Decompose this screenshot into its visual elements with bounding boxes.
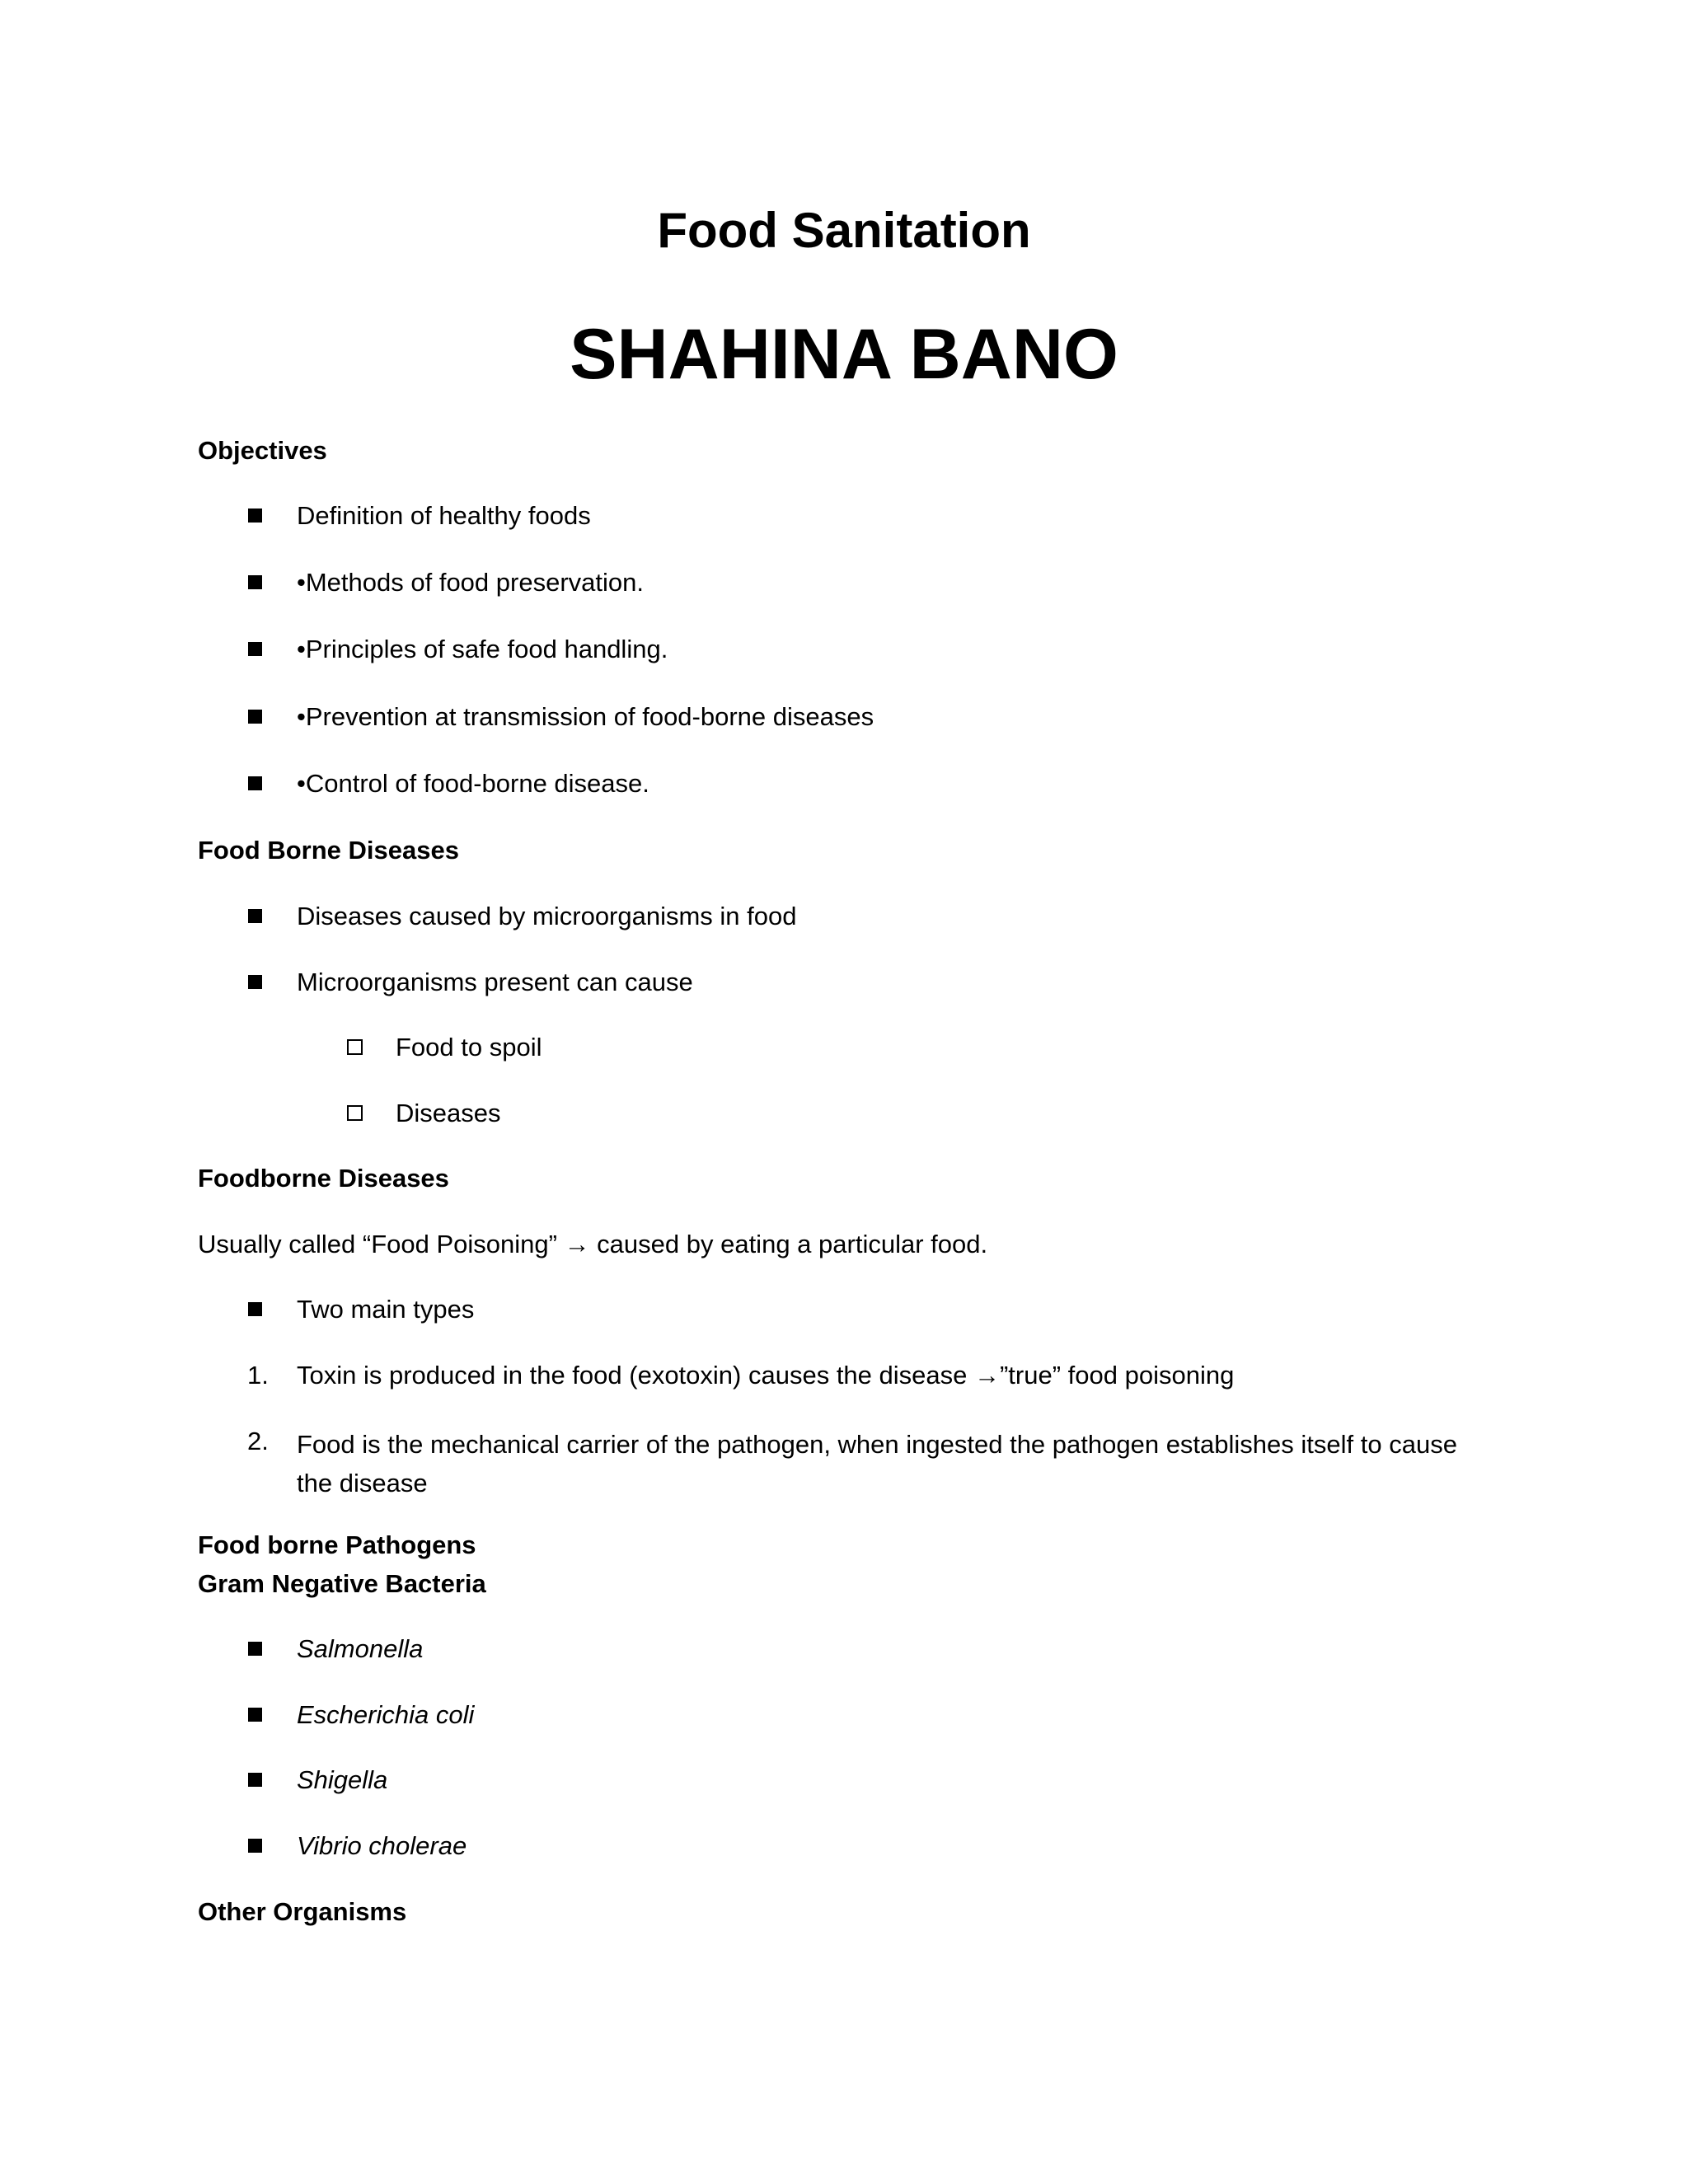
- disease-item: Microorganisms present can cause: [297, 968, 693, 996]
- food-poisoning-intro: Usually called “Food Poisoning” → caused by eating a particular food.: [198, 1230, 988, 1258]
- disease-sub-item: Diseases: [396, 1099, 501, 1127]
- types-bullet: Two main types: [297, 1295, 475, 1324]
- square-bullet-icon: [248, 575, 262, 589]
- list-number: 2.: [247, 1427, 269, 1455]
- numbered-item: Toxin is produced in the food (exotoxin) causes the disease →”true” food poisoning: [297, 1361, 1235, 1390]
- square-bullet-icon: [248, 975, 262, 989]
- foodborne-diseases-heading: Foodborne Diseases: [198, 1164, 449, 1193]
- other-organisms-heading: Other Organisms: [198, 1897, 407, 1926]
- pathogen-item: Salmonella: [297, 1634, 424, 1663]
- square-bullet-icon: [248, 509, 262, 523]
- square-bullet-icon: [248, 1642, 262, 1656]
- gram-negative-heading: Gram Negative Bacteria: [198, 1569, 486, 1598]
- square-bullet-icon: [248, 1773, 262, 1787]
- square-bullet-icon: [248, 1839, 262, 1853]
- pathogen-item: Shigella: [297, 1765, 388, 1794]
- document-title: Food Sanitation: [657, 203, 1031, 258]
- objective-item: •Prevention at transmission of food-borne diseases: [297, 702, 874, 731]
- pathogen-item: Escherichia coli: [297, 1700, 475, 1729]
- pathogens-heading: Food borne Pathogens: [198, 1530, 476, 1559]
- square-bullet-icon: [248, 1302, 262, 1316]
- objective-item: •Principles of safe food handling.: [297, 635, 668, 663]
- objective-item: •Control of food-borne disease.: [297, 769, 649, 798]
- square-bullet-icon: [248, 642, 262, 656]
- square-bullet-icon: [248, 710, 262, 724]
- objectives-heading: Objectives: [198, 436, 327, 465]
- objective-item: Definition of healthy foods: [297, 501, 591, 530]
- square-bullet-icon: [248, 776, 262, 790]
- disease-sub-item: Food to spoil: [396, 1033, 542, 1062]
- objective-item: •Methods of food preservation.: [297, 568, 644, 597]
- author-name: SHAHINA BANO: [570, 315, 1118, 394]
- open-square-bullet-icon: [347, 1105, 363, 1121]
- food-borne-diseases-heading: Food Borne Diseases: [198, 836, 459, 865]
- open-square-bullet-icon: [347, 1039, 363, 1055]
- disease-item: Diseases caused by microorganisms in food: [297, 902, 797, 930]
- numbered-item: Food is the mechanical carrier of the pathogen, when ingested the pathogen establishes itself to cause the disease: [297, 1430, 1457, 1497]
- list-number: 1.: [247, 1361, 269, 1390]
- square-bullet-icon: [248, 909, 262, 923]
- square-bullet-icon: [248, 1708, 262, 1722]
- pathogen-item: Vibrio cholerae: [297, 1831, 467, 1860]
